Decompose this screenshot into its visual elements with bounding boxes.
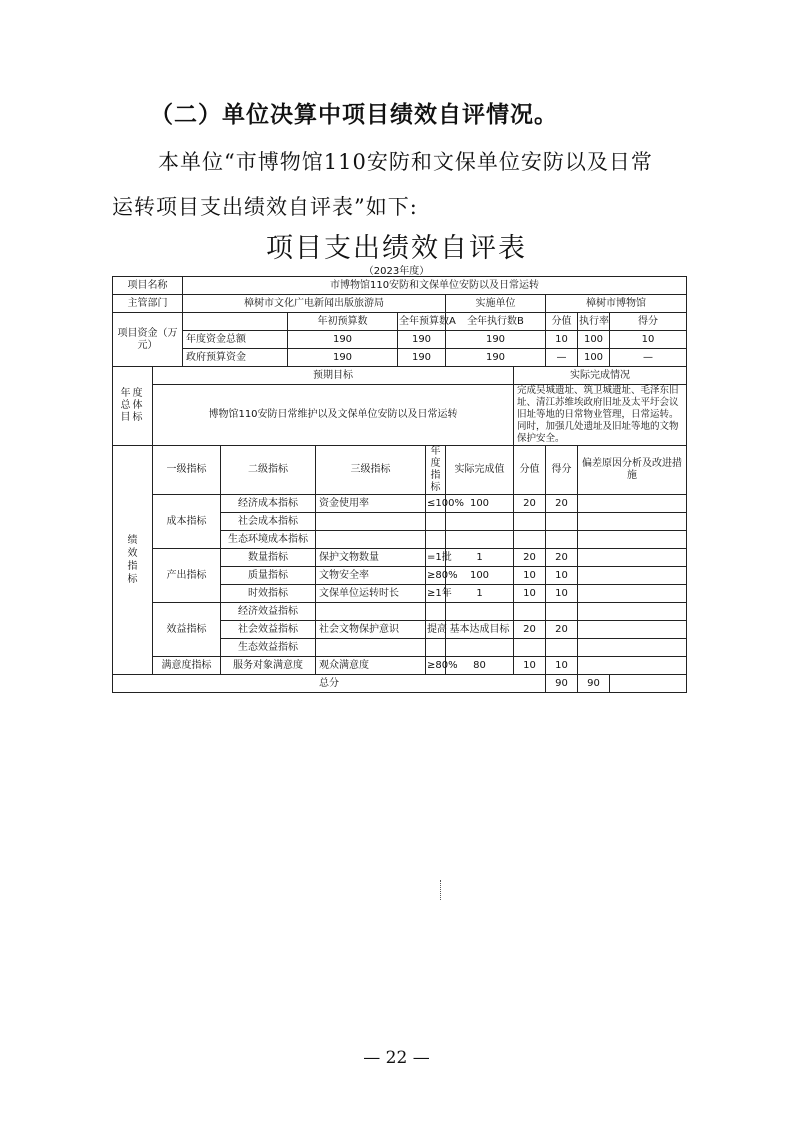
indicator-header: 偏差原因分析及改进措施 <box>578 446 687 495</box>
row-department <box>113 295 687 313</box>
dept-value: 樟树市文化广电新闻出版旅游局 <box>183 295 446 313</box>
row-indicator-header <box>113 446 687 495</box>
annual-target <box>426 531 446 549</box>
level3-indicator: 文保单位运转时长 <box>316 585 426 603</box>
table-year: （2023年度） <box>363 266 430 277</box>
deviation-note <box>578 657 687 675</box>
level1-indicator: 效益指标 <box>153 603 221 657</box>
funds-header: 执行率 <box>578 313 610 331</box>
performance-table <box>112 276 687 693</box>
total-label: 总分 <box>113 675 546 693</box>
row-total <box>113 675 687 693</box>
dept-label: 主管部门 <box>113 295 183 313</box>
section-heading: （二）单位决算中项目绩效自评情况。 <box>150 102 558 128</box>
score-max: 20 <box>514 549 546 567</box>
expected-goal-header: 预期目标 <box>153 367 514 385</box>
level3-indicator: 资金使用率 <box>316 495 426 513</box>
row-funds-total <box>113 331 687 349</box>
score <box>546 513 578 531</box>
funds-header: 得分 <box>610 313 687 331</box>
funds-header: 年初预算数 <box>288 313 398 331</box>
funds-cell: 190 <box>398 331 446 349</box>
actual-goal-text: 完成吴城遗址、筑卫城遗址、毛泽东旧址、清江苏维埃政府旧址及太平圩会议旧址等地的日常物业管理，日常运转。同时，加强几处遗址及旧址等地的文物保护安全。 <box>514 385 687 446</box>
actual-value: 100 <box>446 495 514 513</box>
funds-header: 全年预算数A <box>398 313 446 331</box>
indicator-header: 得分 <box>546 446 578 495</box>
score-max: 10 <box>514 567 546 585</box>
deviation-note <box>578 531 687 549</box>
funds-cell: — <box>610 349 687 367</box>
indicator-header: 一级指标 <box>153 446 221 495</box>
row-project-name <box>113 277 687 295</box>
score: 10 <box>546 567 578 585</box>
annual-target <box>426 513 446 531</box>
level2-indicator: 社会成本指标 <box>221 513 316 531</box>
level3-indicator: 文物安全率 <box>316 567 426 585</box>
indicator-row <box>113 603 687 621</box>
table-title: 项目支出绩效自评表 <box>266 233 527 264</box>
funds-cell: 190 <box>446 331 546 349</box>
row-funds-gov <box>113 349 687 367</box>
level2-indicator: 服务对象满意度 <box>221 657 316 675</box>
score-max: 10 <box>514 585 546 603</box>
funds-cell: 10 <box>546 331 578 349</box>
annual-target: ≤100% <box>426 495 446 513</box>
actual-value <box>446 531 514 549</box>
goals-label: 年度总体目标 <box>113 367 153 446</box>
level3-indicator <box>316 639 426 657</box>
level2-indicator: 经济效益指标 <box>221 603 316 621</box>
page-number: — 22 — <box>363 1048 430 1068</box>
total-score-max: 90 <box>546 675 578 693</box>
annual-target: 提高 <box>426 621 446 639</box>
scan-mark <box>440 880 443 900</box>
actual-value: 1 <box>446 549 514 567</box>
funds-cell: 190 <box>288 331 398 349</box>
score <box>546 603 578 621</box>
annual-target: ≥80% <box>426 657 446 675</box>
score: 20 <box>546 495 578 513</box>
score: 20 <box>546 621 578 639</box>
actual-goal-header: 实际完成情况 <box>514 367 687 385</box>
total-score: 90 <box>578 675 610 693</box>
score-max <box>514 603 546 621</box>
actual-value <box>446 513 514 531</box>
level3-indicator <box>316 513 426 531</box>
level3-indicator <box>316 603 426 621</box>
impl-label: 实施单位 <box>446 295 546 313</box>
score-max: 20 <box>514 495 546 513</box>
deviation-note <box>578 621 687 639</box>
level3-indicator <box>316 531 426 549</box>
score-max <box>514 531 546 549</box>
score <box>546 639 578 657</box>
actual-value <box>446 603 514 621</box>
level2-indicator: 数量指标 <box>221 549 316 567</box>
actual-value: 1 <box>446 585 514 603</box>
funds-label: 项目资金（万元） <box>113 313 183 367</box>
level2-indicator: 生态效益指标 <box>221 639 316 657</box>
annual-target: =1批 <box>426 549 446 567</box>
score-max <box>514 639 546 657</box>
level3-indicator: 保护文物数量 <box>316 549 426 567</box>
score-max: 10 <box>514 657 546 675</box>
funds-cell: 190 <box>288 349 398 367</box>
expected-goal-text: 博物馆110安防日常维护以及文保单位安防以及日常运转 <box>153 385 514 446</box>
score-max: 20 <box>514 621 546 639</box>
funds-cell: 10 <box>610 331 687 349</box>
score: 10 <box>546 657 578 675</box>
indicator-header: 年度指标 <box>426 446 446 495</box>
level3-indicator: 观众满意度 <box>316 657 426 675</box>
funds-cell: 190 <box>398 349 446 367</box>
deviation-note <box>578 495 687 513</box>
deviation-note <box>578 639 687 657</box>
annual-target: ≥80% <box>426 567 446 585</box>
actual-value: 基本达成目标 <box>446 621 514 639</box>
indicator-row <box>113 495 687 513</box>
funds-header: 分值 <box>546 313 578 331</box>
level2-indicator: 经济成本指标 <box>221 495 316 513</box>
row-goals-content <box>113 385 687 446</box>
funds-cell: 190 <box>446 349 546 367</box>
row-goals-header <box>113 367 687 385</box>
level2-indicator: 社会效益指标 <box>221 621 316 639</box>
row-funds-header <box>113 313 687 331</box>
level1-indicator: 成本指标 <box>153 495 221 549</box>
indicator-header: 实际完成值 <box>446 446 514 495</box>
level2-indicator: 时效指标 <box>221 585 316 603</box>
score <box>546 531 578 549</box>
annual-target: ≥1年 <box>426 585 446 603</box>
funds-header: 全年执行数B <box>446 313 546 331</box>
annual-target <box>426 603 446 621</box>
score: 10 <box>546 585 578 603</box>
level2-indicator: 质量指标 <box>221 567 316 585</box>
indicator-header: 分值 <box>514 446 546 495</box>
annual-target <box>426 639 446 657</box>
actual-value: 80 <box>446 657 514 675</box>
deviation-note <box>578 513 687 531</box>
impl-value: 樟树市博物馆 <box>546 295 687 313</box>
deviation-note <box>578 549 687 567</box>
deviation-note <box>578 585 687 603</box>
score-max <box>514 513 546 531</box>
funds-cell: 100 <box>578 331 610 349</box>
score: 20 <box>546 549 578 567</box>
actual-value: 100 <box>446 567 514 585</box>
deviation-note <box>578 603 687 621</box>
project-name-value: 市博物馆110安防和文保单位安防以及日常运转 <box>183 277 687 295</box>
level2-indicator: 生态环境成本指标 <box>221 531 316 549</box>
level1-indicator: 产出指标 <box>153 549 221 603</box>
indicator-header: 二级指标 <box>221 446 316 495</box>
funds-cell: 100 <box>578 349 610 367</box>
indicators-label: 绩效指标 <box>113 446 153 675</box>
indicator-row <box>113 549 687 567</box>
indicator-header: 三级指标 <box>316 446 426 495</box>
level1-indicator: 满意度指标 <box>153 657 221 675</box>
funds-cell: — <box>546 349 578 367</box>
funds-row-name: 年度资金总额 <box>183 331 288 349</box>
project-name-label: 项目名称 <box>113 277 183 295</box>
actual-value <box>446 639 514 657</box>
indicator-row <box>113 657 687 675</box>
intro-paragraph: 本单位“市博物馆110安防和文保单位安防以及日常运转项目支出绩效自评表”如下: <box>112 150 653 219</box>
level3-indicator: 社会文物保护意识 <box>316 621 426 639</box>
deviation-note <box>578 567 687 585</box>
funds-row-name: 政府预算资金 <box>183 349 288 367</box>
